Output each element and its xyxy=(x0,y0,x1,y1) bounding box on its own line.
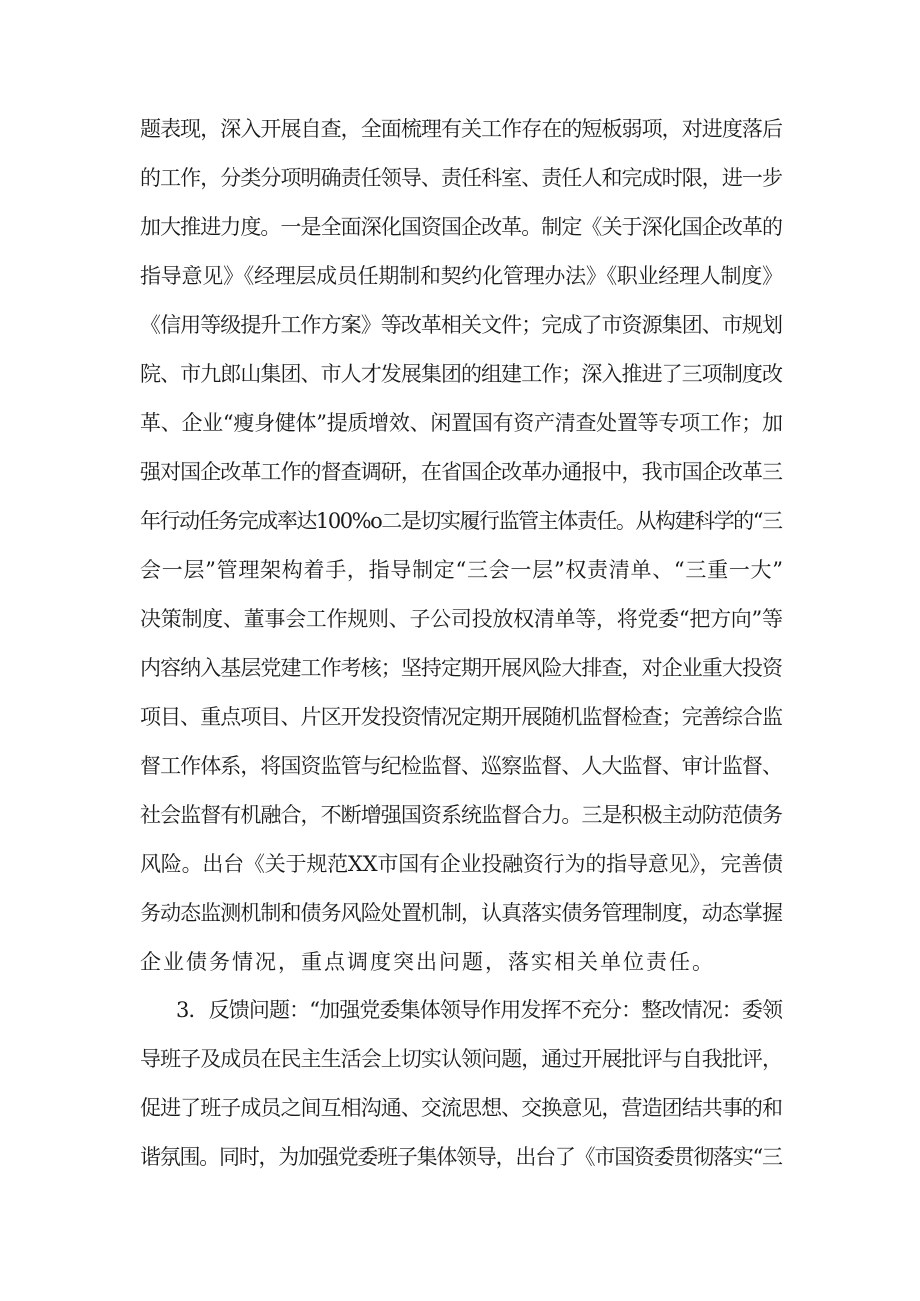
text-line xyxy=(0,209,920,245)
text-line xyxy=(0,307,920,343)
text-line-content: 题表现，深入开展自查，全面梳理有关工作存在的短板弱项，对进度落后 xyxy=(140,117,783,141)
text-line xyxy=(0,258,920,294)
text-line-content: 风险。出台《关于规范XX市国有企业投融资行为的指导意见》，完善债 xyxy=(140,852,783,876)
text-line-content: 革、企业“瘦身健体”提质增效、闲置国有资产清查处置等专项工作；加 xyxy=(140,411,783,435)
text-line xyxy=(0,846,920,882)
text-line-content: 项目、重点项目、片区开发投资情况定期开展随机监督检查；完善综合监 xyxy=(140,705,783,729)
text-line-content: 院、市九郎山集团、市人才发展集团的组建工作；深入推进了三项制度改 xyxy=(140,362,783,386)
text-line-content: 3．反馈问题：“加强党委集体领导作用发挥不充分：整改情况：委领 xyxy=(176,998,783,1022)
text-line-content: 内容纳入基层党建工作考核；坚持定期开展风险大排查，对企业重大投资 xyxy=(140,656,783,680)
text-line xyxy=(0,650,920,686)
text-line xyxy=(0,1139,920,1175)
text-line xyxy=(0,699,920,735)
text-line xyxy=(0,944,920,980)
text-line xyxy=(0,992,920,1028)
text-line-content: 决策制度、董事会工作规则、子公司投放权清单等，将党委“把方向”等 xyxy=(140,607,783,631)
text-line-content: 《信用等级提升工作方案》等改革相关文件；完成了市资源集团、市规划 xyxy=(140,313,783,337)
text-line-content: 促进了班子成员之间互相沟通、交流思想、交换意见，营造团结共事的和 xyxy=(140,1096,783,1120)
text-line-content: 的工作，分类分项明确责任领导、责任科室、责任人和完成时限，进一步 xyxy=(140,166,783,190)
text-line-content: 企业债务情况，重点调度突出问题，落实相关单位责任。 xyxy=(140,950,715,974)
text-line-content: 年行动任务完成率达100%o二是切实履行监管主体责任。从构建科学的“三 xyxy=(140,509,782,533)
text-line xyxy=(0,503,920,539)
text-line xyxy=(0,748,920,784)
text-line-content: 会一层”管理架构着手，指导制定“三会一层”权责清单、“三重一大” xyxy=(140,558,784,582)
text-line-content: 指导意见》《经理层成员任期制和契约化管理办法》《职业经理人制度》 xyxy=(140,264,783,288)
text-line xyxy=(0,160,920,196)
text-line xyxy=(0,895,920,931)
text-line-content: 谐氛围。同时，为加强党委班子集体领导，出台了《市国资委贯彻落实“三 xyxy=(140,1145,782,1169)
text-line-content: 导班子及成员在民主生活会上切实认领问题，通过开展批评与自我批评， xyxy=(140,1047,783,1071)
text-line xyxy=(0,405,920,441)
text-line xyxy=(0,1090,920,1126)
text-line-content: 加大推进力度。一是全面深化国资国企改革。制定《关于深化国企改革的 xyxy=(140,215,783,239)
text-line xyxy=(0,356,920,392)
text-line-content: 强对国企改革工作的督查调研，在省国企改革办通报中，我市国企改革三 xyxy=(140,460,783,484)
text-line xyxy=(0,454,920,490)
text-line xyxy=(0,797,920,833)
text-line xyxy=(0,601,920,637)
text-line-content: 督工作体系，将国资监管与纪检监督、巡察监督、人大监督、审计监督、 xyxy=(140,754,783,778)
text-line-content: 社会监督有机融合，不断增强国资系统监督合力。三是积极主动防范债务 xyxy=(140,803,783,827)
text-line xyxy=(0,552,920,588)
text-line xyxy=(0,1041,920,1077)
text-line xyxy=(0,111,920,147)
text-line-content: 务动态监测机制和债务风险处置机制，认真落实债务管理制度，动态掌握 xyxy=(140,901,783,925)
